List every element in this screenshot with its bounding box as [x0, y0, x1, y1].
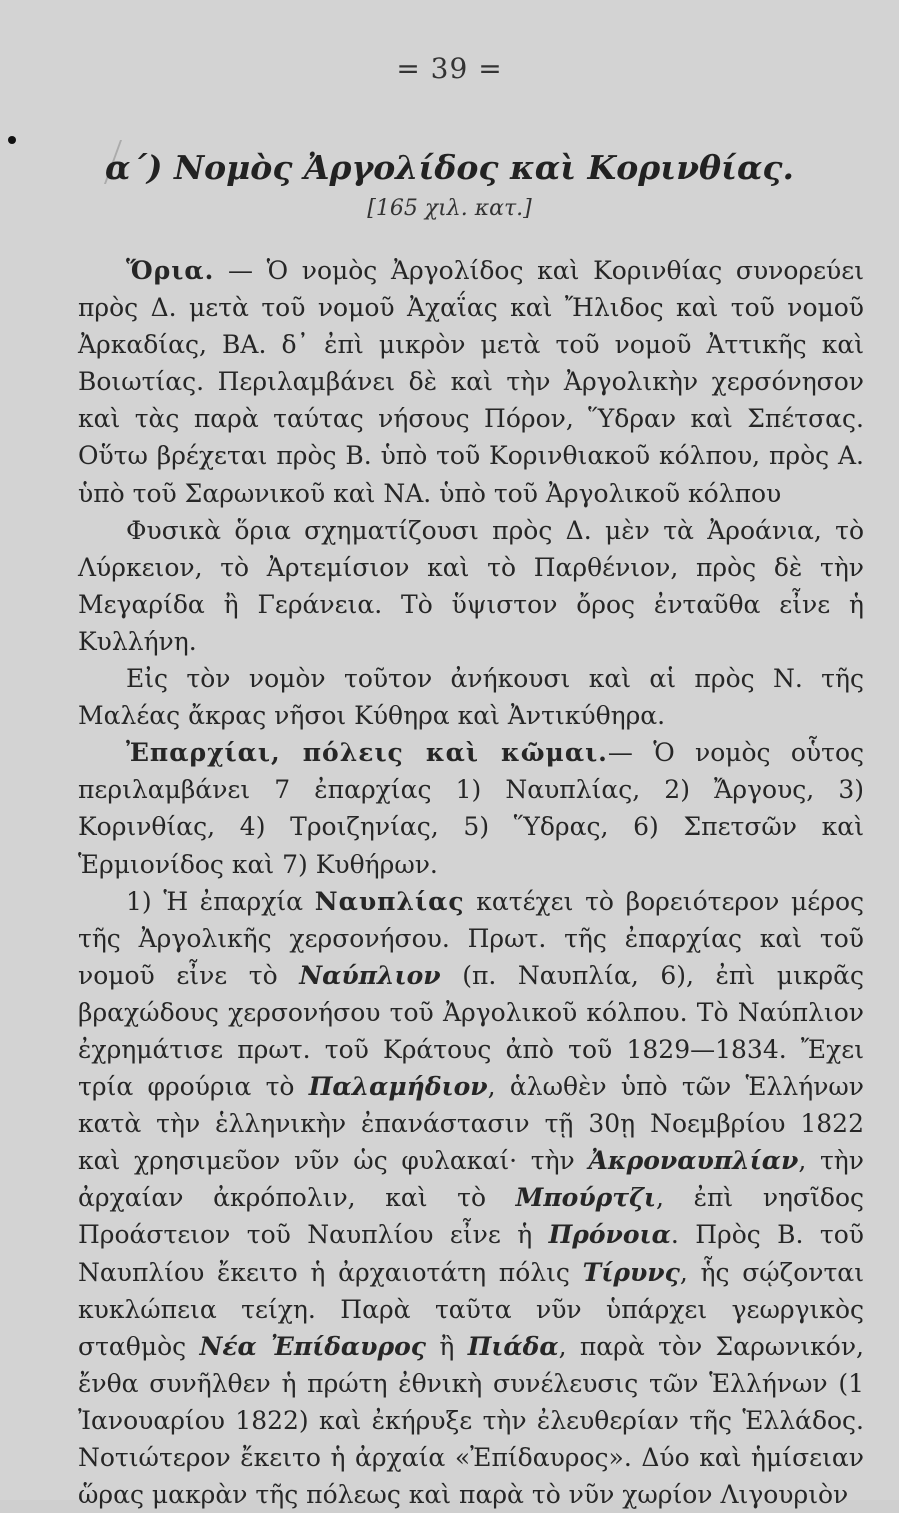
text-run: κατέχει τὸ βορειότερον μέρος τῆς Ἀργολικῆς χερσονήσου. Πρωτ. τῆς ἐπαρχίας καὶ τοῦ νομοῦ εἶνε τὸ: [78, 886, 864, 990]
emphasis: Τίρυνς: [582, 1257, 680, 1287]
area-note: [165 χιλ. κατ.]: [367, 196, 532, 221]
paragraph-heading: Ὅρια.: [126, 256, 215, 285]
paragraph-nafplia: [78, 883, 864, 1513]
section-title: α΄) Νομὸς Ἀργολίδος καὶ Κορινθίας.: [104, 148, 795, 187]
text-run: . Πρὸς Β. τοῦ Ναυπλίου ἔκειτο ἡ ἀρχαιοτάτη πόλις: [78, 1220, 864, 1287]
emphasis: Πρόνοια: [548, 1220, 671, 1250]
text-run: , ἁλωθὲν ὑπὸ τῶν Ἑλλήνων κατὰ τὴν ἑλληνικὴν ἐπανάστασιν τῇ 30ῃ Νοεμβρίου 1822 καὶ χρησιμεῦον νῦν ὡς φυλακαί· τὴν: [78, 1072, 864, 1176]
emphasis: Ναύπλιον: [299, 960, 441, 990]
page-number: = 39 =: [396, 52, 503, 85]
emphasis: Νέα Ἐπίδαυρος: [199, 1331, 426, 1361]
text-run: , τὴν ἀρχαίαν ἀκρόπολιν, καὶ τὸ: [78, 1146, 864, 1213]
text-run: 1) Ἡ ἐπαρχία: [126, 886, 315, 916]
margin-dot-mark: [8, 136, 16, 144]
text-run: (π. Ναυπλία, 6), ἐπὶ μικρᾶς βραχώδους χερσονήσου τοῦ Ἀργολικοῦ κόλπου. Τὸ Ναύπλιον ἐχρημάτισε πρωτ. τοῦ Κράτους ἀπὸ τοῦ 1829—1834. Ἔχει τρία φρούρια τὸ: [78, 960, 864, 1102]
paragraph-borders: [78, 252, 864, 512]
paragraph-provinces: [78, 734, 864, 882]
emphasis: Ναυπλίας: [314, 886, 465, 916]
emphasis: Πιάδα: [467, 1331, 559, 1361]
paragraph-islands: Εἰς τὸν νομὸν τοῦτον ἀνήκουσι καὶ αἱ πρὸς Ν. τῆς Μαλέας ἄκρας νῆσοι Κύθηρα καὶ Ἀντικύθηρα.: [78, 664, 864, 731]
text-run: , ἐπὶ νησῖδος Προάστειον τοῦ Ναυπλίου εἶνε ἡ: [78, 1183, 864, 1250]
paragraph-heading: Ἐπαρχίαι, πόλεις καὶ κῶμαι.: [126, 738, 608, 768]
emphasis: Παλαμήδιον: [308, 1072, 488, 1102]
paragraph-natural-borders: Φυσικὰ ὅρια σχηματίζουσι πρὸς Δ. μὲν τὰ Ἀροάνια, τὸ Λύρκειον, τὸ Ἀρτεμίσιον καὶ τὸ Παρθένιον, πρὸς δὲ τὴν Μεγαρίδα ἢ Γεράνεια. Τὸ ὕψιστον ὄρος ἐνταῦθα εἶνε ἡ Κυλλήνη.: [78, 515, 864, 656]
body-text: [78, 252, 864, 1513]
emphasis: Μπούρτζι: [515, 1183, 657, 1213]
text-run: ἢ: [426, 1331, 468, 1361]
emphasis: Ἀκροναυπλίαν: [588, 1146, 799, 1176]
paragraph-text: — Ὁ νομὸς Ἀργολίδος καὶ Κορινθίας συνορεύει πρὸς Δ. μετὰ τοῦ νομοῦ Ἀχαΐας καὶ Ἤλιδος καὶ τοῦ νομοῦ Ἀρκαδίας, ΒΑ. δ᾽ ἐπὶ μικρὸν μετὰ τοῦ νομοῦ Ἀττικῆς καὶ Βοιωτίας. Περιλαμβάνει δὲ καὶ τὴν Ἀργολικὴν χερσόνησον καὶ τὰς παρὰ ταύτας νήσους Πόρον, Ὕδραν καὶ Σπέτσας. Οὕτω βρέχεται πρὸς Β. ὑπὸ τοῦ Κορινθιακοῦ κόλπου, πρὸς Α. ὑπὸ τοῦ Σαρωνικοῦ καὶ ΝΑ. ὑπὸ τοῦ Ἀργολικοῦ κόλπου: [78, 256, 864, 508]
text-run: , ἧς σῴζονται κυκλώπεια τείχη. Παρὰ ταῦτα νῦν ὑπάρχει γεωργικὸς σταθμὸς: [78, 1257, 864, 1361]
paragraph-text: — Ὁ νομὸς οὗτος περιλαμβάνει 7 ἐπαρχίας 1) Ναυπλίας, 2) Ἄργους, 3) Κορινθίας, 4) Τροιζηνίας, 5) Ὕδρας, 6) Σπετσῶν καὶ Ἑρμιονίδος καὶ 7) Κυθήρων.: [78, 738, 864, 879]
text-run: , παρὰ τὸν Σαρωνικόν, ἔνθα συνῆλθεν ἡ πρώτη ἐθνικὴ συνέλευσις τῶν Ἑλλήνων (1 Ἰανουαρίου 1822) καὶ ἐκήρυξε τὴν ἐλευθερίαν τῆς Ἑλλάδος. Νοτιώτερον ἔκειτο ἡ ἀρχαία «Ἐπίδαυρος». Δύο καὶ ἡμίσειαν ὥρας μακρὰν τῆς πόλεως καὶ παρὰ τὸ νῦν χωρίον Λιγουριὸν: [78, 1331, 864, 1510]
